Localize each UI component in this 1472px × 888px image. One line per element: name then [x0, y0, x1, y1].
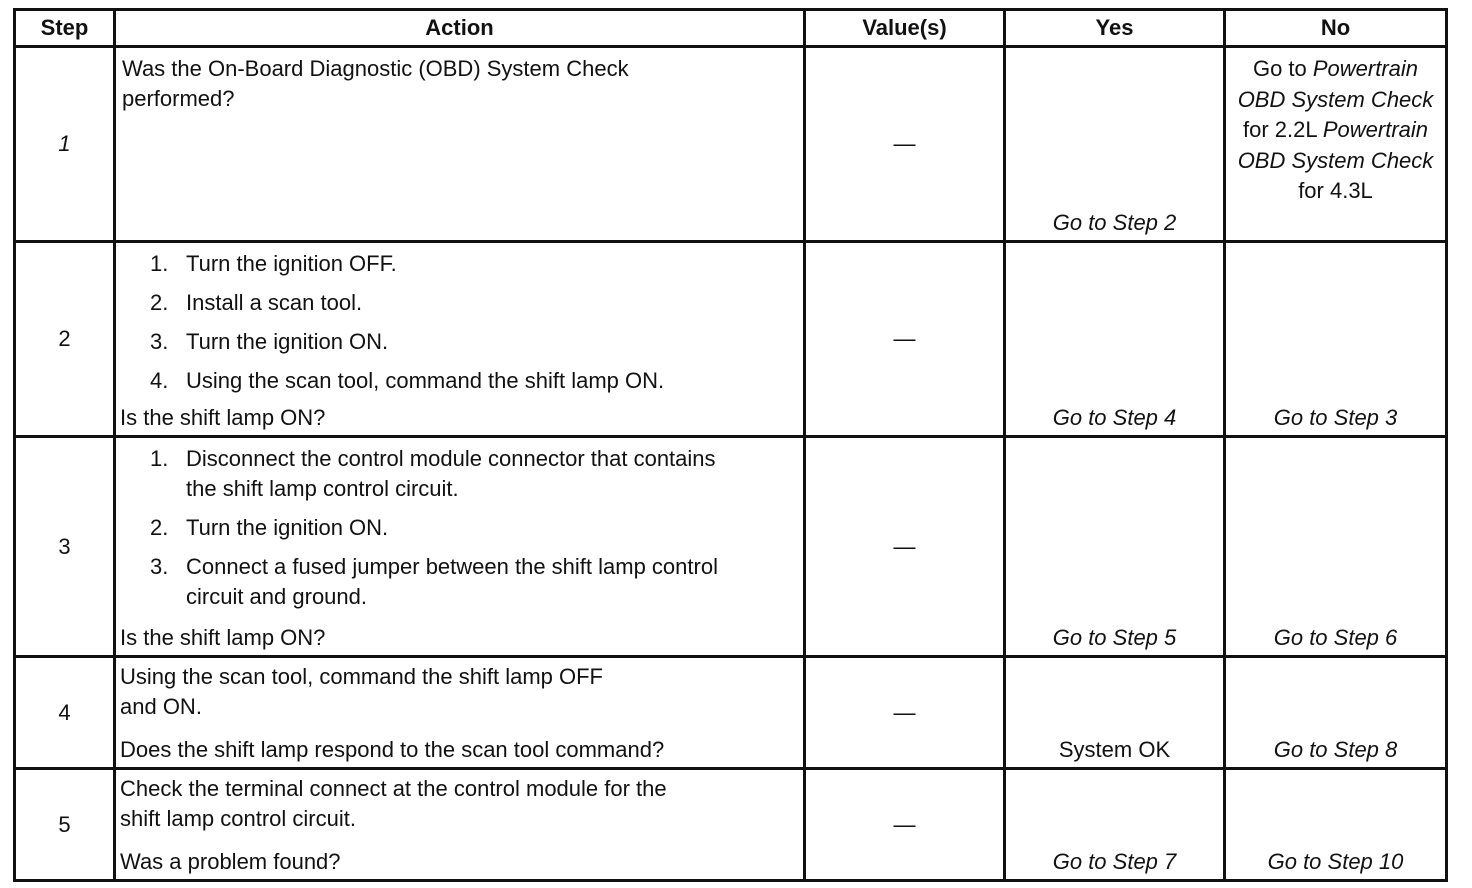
step-cell	[15, 437, 115, 657]
list-item: 1. Turn the ignition OFF.	[150, 251, 397, 276]
action-cell	[115, 657, 805, 769]
no-link[interactable]: Go to Step 10	[1267, 849, 1404, 874]
value-cell	[805, 47, 1005, 242]
value-cell	[805, 437, 1005, 657]
no-text-part: Go to	[1252, 56, 1313, 81]
value-text: —	[893, 326, 916, 351]
no-link[interactable]: Go to Step 8	[1273, 737, 1398, 762]
no-text-part: for 4.3L	[1298, 178, 1373, 203]
yes-cell	[1005, 657, 1225, 769]
table-row	[15, 657, 1447, 769]
action-line: Check the terminal connect at the control module for the	[120, 776, 667, 801]
header-step: Step	[15, 10, 115, 47]
list-item: 4. Using the scan tool, command the shift lamp ON.	[150, 368, 665, 393]
yes-text[interactable]: System OK	[1058, 737, 1171, 762]
no-link[interactable]: Go to Step 3	[1273, 405, 1398, 430]
step-number: 3	[58, 533, 71, 559]
table-row	[15, 769, 1447, 881]
table-row	[15, 47, 1447, 242]
action-line: shift lamp control circuit.	[120, 806, 356, 831]
yes-link[interactable]: Go to Step 2	[1052, 210, 1177, 235]
action-question: Does the shift lamp respond to the scan tool command?	[120, 737, 665, 762]
value-text: —	[893, 699, 916, 725]
no-cell	[1225, 657, 1447, 769]
yes-cell	[1005, 769, 1225, 881]
no-cell	[1225, 47, 1447, 242]
step-cell	[15, 769, 115, 881]
step-number: 5	[58, 811, 71, 837]
value-cell	[805, 242, 1005, 437]
no-cell	[1225, 769, 1447, 881]
value-cell	[805, 657, 1005, 769]
header-action: Action	[115, 10, 805, 47]
action-question: Was a problem found?	[120, 849, 341, 874]
list-item: 3. Turn the ignition ON.	[150, 329, 389, 354]
list-item: 3. Connect a fused jumper between the shift lamp control circuit and ground.	[150, 554, 718, 609]
no-text-part: Powertrain OBD System Check	[1237, 56, 1434, 112]
action-steps	[116, 438, 803, 612]
yes-link[interactable]: Go to Step 5	[1052, 625, 1177, 650]
yes-cell	[1005, 47, 1225, 242]
header-row	[15, 10, 1447, 47]
no-link[interactable]: Go to Step 6	[1273, 625, 1398, 650]
action-cell	[115, 242, 805, 437]
action-line: performed?	[122, 86, 235, 111]
action-line: Was the On-Board Diagnostic (OBD) System Check	[122, 56, 629, 81]
header-values: Value(s)	[805, 10, 1005, 47]
action-line: Using the scan tool, command the shift lamp OFF	[120, 664, 603, 689]
table-row	[15, 437, 1447, 657]
step-cell	[15, 242, 115, 437]
step-number: 2	[58, 326, 71, 351]
action-intro	[116, 658, 803, 722]
no-cell	[1225, 242, 1447, 437]
action-cell	[115, 437, 805, 657]
no-cell	[1225, 437, 1447, 657]
action-line: and ON.	[120, 694, 202, 719]
list-item: 1. Disconnect the control module connector that contains the shift lamp control circuit.	[150, 446, 716, 501]
value-text: —	[893, 533, 916, 559]
no-text-part: for 2.2L	[1242, 117, 1323, 142]
header-yes: Yes	[1005, 10, 1225, 47]
yes-cell	[1005, 437, 1225, 657]
action-cell	[115, 769, 805, 881]
no-text-part: Powertrain OBD System Check	[1237, 117, 1434, 173]
step-number: 1	[58, 131, 71, 156]
list-item: 2. Turn the ignition ON.	[150, 515, 389, 540]
diagnostic-table	[13, 8, 1448, 882]
yes-link[interactable]: Go to Step 7	[1052, 849, 1177, 874]
yes-cell	[1005, 242, 1225, 437]
action-question: Is the shift lamp ON?	[120, 405, 326, 430]
action-question: Is the shift lamp ON?	[120, 625, 326, 650]
action-intro	[116, 770, 803, 834]
table-row	[15, 242, 1447, 437]
yes-link[interactable]: Go to Step 4	[1052, 405, 1177, 430]
no-text[interactable]	[1226, 48, 1445, 207]
action-cell	[115, 47, 805, 242]
diagnostic-table-sheet	[13, 8, 1445, 880]
value-text: —	[893, 811, 916, 837]
step-cell	[15, 657, 115, 769]
step-number: 4	[58, 699, 71, 725]
header-no: No	[1225, 10, 1447, 47]
action-steps	[116, 243, 803, 396]
step-cell	[15, 47, 115, 242]
list-item: 2. Install a scan tool.	[150, 290, 363, 315]
value-cell	[805, 769, 1005, 881]
value-text: —	[893, 131, 916, 156]
action-question	[116, 48, 803, 114]
